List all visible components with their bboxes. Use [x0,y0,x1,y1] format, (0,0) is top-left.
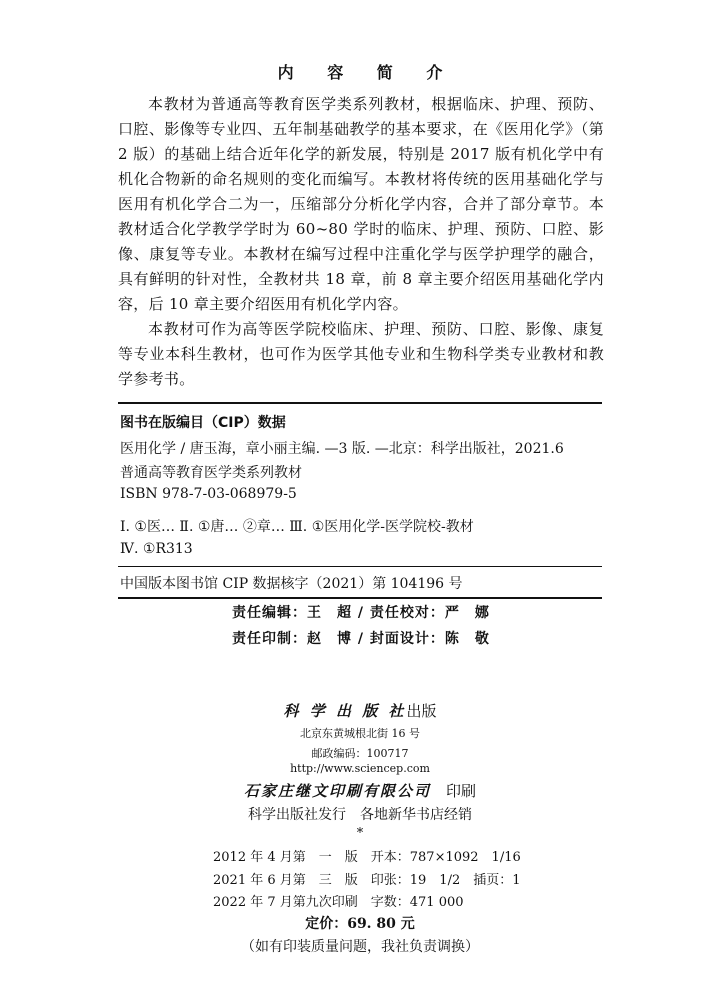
edition-third: 2021 年 6 月第 三 版 印张：19 1/2 插页：1 [213,873,521,888]
printing-ninth: 2022 年 7 月第九次印刷 字数：471 000 [213,895,464,910]
cip-series-line: 普通高等教育医学类系列教材 [120,465,302,481]
publisher-line [0,700,720,721]
cip-classification-1: Ⅰ. ①医… Ⅱ. ①唐… ②章… Ⅲ. ①医用化学-医学院校-教材 [120,519,474,535]
publisher-suffix: 出版 [406,702,437,720]
quality-note: （如有印装质量问题，我社负责调换） [241,939,479,955]
distribution-line: 科学出版社发行 各地新华书店经销 [248,807,472,823]
credits-editors: 责任编辑：王 超 / 责任校对：严 娜 [232,605,490,621]
publisher-name: 科 学 出 版 社 [283,702,407,720]
cip-top-rule [118,402,602,404]
cip-isbn: ISBN 978-7-03-068979-5 [120,486,297,502]
intro-title: 内 容 简 介 [277,63,457,82]
edition-first: 2012 年 4 月第 一 版 开本：787×1092 1/16 [213,850,521,865]
publisher-url: http://www.sciencep.com [290,762,430,775]
printer-name: 石家庄继文印刷有限公司 [243,782,431,800]
publisher-postcode: 邮政编码：100717 [311,747,409,760]
separator-star: * [356,826,364,841]
cip-record-number: 中国版本图书馆 CIP 数据核字（2021）第 104196 号 [120,576,463,592]
intro-paragraph-1: 本教材为普通高等教育医学类系列教材，根据临床、护理、预防、口腔、影像等专业四、五年制基础教学的基本要求，在《医用化学》（第 2 版）的基础上结合近年化学的新发展，特别是 2017 版有机化学中有机化合物新的命名规则的变化而编写。本教材将传统的医用基础化学与医用有机化学合二为一，压缩部分分析化学内容，合并了部分章节。本教材适合化学教学学时为 60~80 学时的临床、护理、预防、口腔、影像、康复等专业。本教材在编写过程中注重化学与医学护理学的融合，具有鲜明的针对性，全教材共 18 章，前 8 章主要介绍医用基础化学内容，后 10 章主要介绍医用有机化学内容。 [118,95,604,313]
cip-classification-2: Ⅳ. ①R313 [120,541,193,557]
intro-body [118,92,604,392]
cip-title-line: 医用化学 / 唐玉海，章小丽主编. —3 版. —北京：科学出版社，2021.6 [120,441,564,457]
credits-production: 责任印制：赵 博 / 封面设计：陈 敬 [232,631,490,647]
printer-line [0,780,720,801]
cip-heading: 图书在版编目（CIP）数据 [120,415,286,431]
publisher-address: 北京东黄城根北街 16 号 [300,727,420,740]
cip-middle-rule [118,566,602,567]
cip-bottom-rule [118,597,602,599]
price: 定价：69. 80 元 [305,916,415,932]
intro-paragraph-2: 本教材可作为高等医学院校临床、护理、预防、口腔、影像、康复等专业本科生教材，也可作为医学其他专业和生物科学类专业教材和教学参考书。 [118,320,604,388]
printer-suffix: 印刷 [446,782,477,800]
